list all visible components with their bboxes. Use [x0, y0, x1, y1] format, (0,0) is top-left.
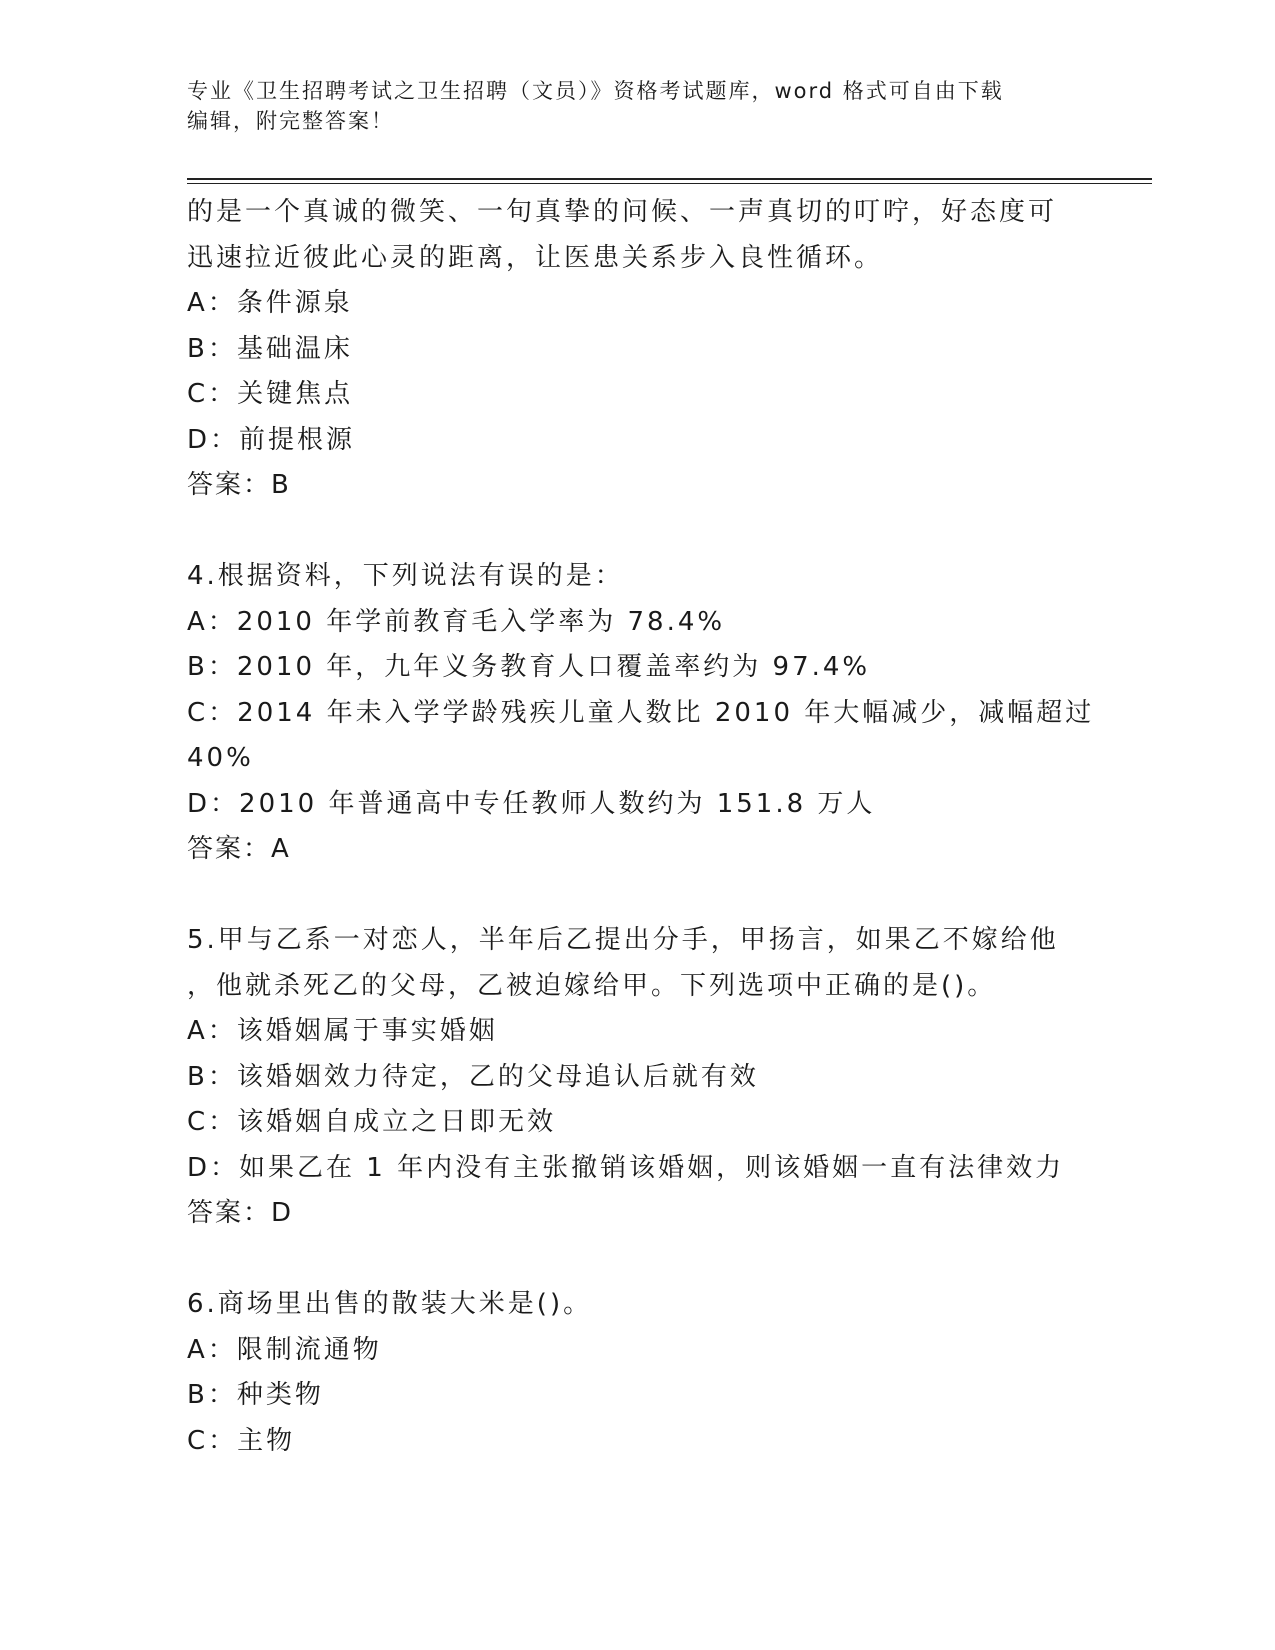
- question-stem-line: 迅速拉近彼此心灵的距离，让医患关系步入良性循环。: [187, 242, 884, 273]
- option-b: B：2010 年，九年义务教育人口覆盖率约为 97.4%: [187, 652, 871, 682]
- header-rule: [187, 178, 1152, 180]
- option-c: C：2014 年未入学学龄残疾儿童人数比 2010 年大幅减少，减幅超过: [187, 697, 1095, 728]
- question-6: [187, 1282, 1087, 1464]
- option-c: C：主物: [187, 1425, 296, 1456]
- option-c-continued: 40%: [187, 743, 254, 773]
- answer-label: 答案：A: [187, 834, 291, 864]
- page-header: [187, 76, 1087, 136]
- answer-label: 答案：B: [187, 470, 291, 500]
- option-b: B：种类物: [187, 1380, 324, 1410]
- question-stem: 4.根据资料，下列说法有误的是：: [187, 561, 624, 591]
- question-stem: 6.商场里出售的散装大米是()。: [187, 1289, 593, 1319]
- option-a: A：2010 年学前教育毛入学率为 78.4%: [187, 606, 726, 637]
- question-content: [187, 190, 1095, 1464]
- question-5: [187, 918, 1087, 1237]
- header-rule-thin: [187, 183, 1152, 184]
- option-d: D：前提根源: [187, 424, 356, 455]
- option-a: A：条件源泉: [187, 288, 353, 318]
- option-d: D：2010 年普通高中专任教师人数约为 151.8 万人: [187, 788, 876, 819]
- option-d: D：如果乙在 1 年内没有主张撤销该婚姻，则该婚姻一直有法律效力: [187, 1152, 1065, 1183]
- question-4: [187, 554, 1095, 873]
- spacer: [187, 1237, 1087, 1283]
- option-a: A：该婚姻属于事实婚姻: [187, 1016, 498, 1046]
- question-stem-line: 5.甲与乙系一对恋人，半年后乙提出分手，甲扬言，如果乙不嫁给他: [187, 925, 1059, 955]
- question-stem-line: ，他就杀死乙的父母，乙被迫嫁给甲。下列选项中正确的是()。: [187, 970, 997, 1001]
- question-3: [187, 190, 1087, 509]
- option-c: C：关键焦点: [187, 379, 354, 409]
- header-line-1: 专业《卫生招聘考试之卫生招聘（文员）》资格考试题库，word 格式可自由下载: [187, 79, 1004, 103]
- option-b: B：该婚姻效力待定，乙的父母追认后就有效: [187, 1061, 759, 1092]
- question-stem-line: 的是一个真诚的微笑、一句真挚的问候、一声真切的叮咛，好态度可: [187, 197, 1058, 227]
- option-c: C：该婚姻自成立之日即无效: [187, 1107, 557, 1137]
- answer-label: 答案：D: [187, 1198, 294, 1228]
- option-a: A：限制流通物: [187, 1334, 382, 1365]
- option-b: B：基础温床: [187, 333, 353, 364]
- spacer: [187, 509, 1087, 555]
- spacer: [187, 873, 1087, 919]
- header-line-2: 编辑，附完整答案！: [187, 109, 394, 133]
